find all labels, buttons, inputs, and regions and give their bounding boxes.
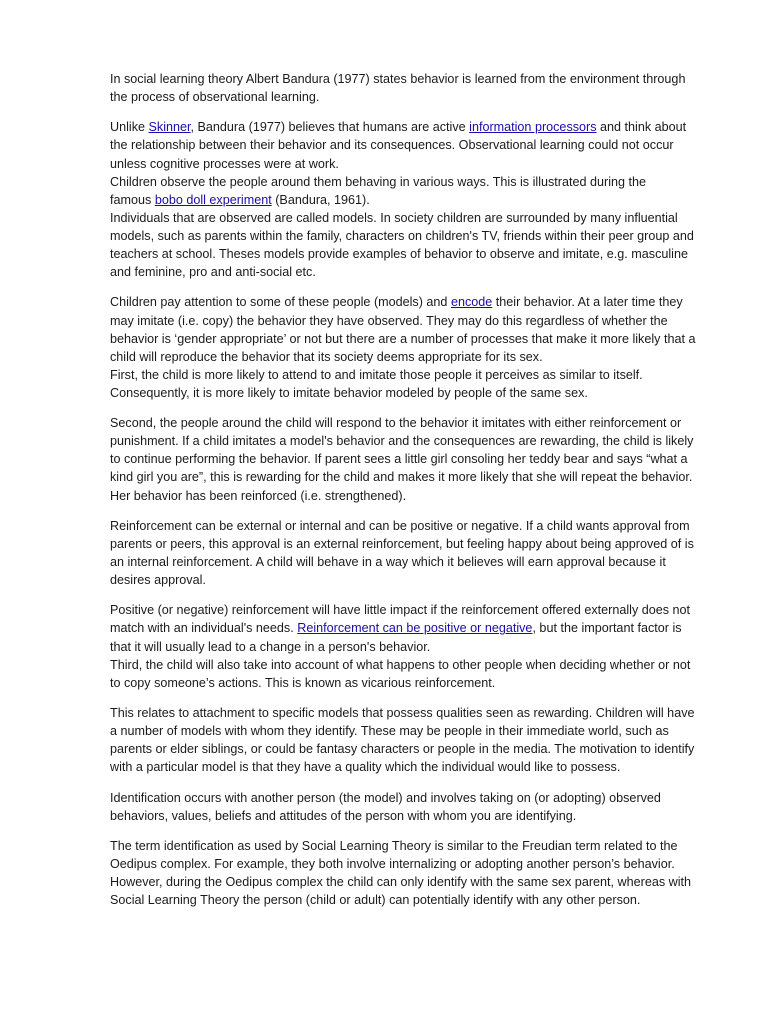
text-line [110, 245, 715, 263]
text-run: the process of observational learning. [110, 90, 320, 105]
text-line [110, 891, 715, 909]
text-run: In social learning theory Albert Bandura (1977) states behavior is learned from the environment through [110, 72, 686, 86]
text-line [110, 88, 715, 106]
text-run: parents or elder siblings, or could be fantasy characters or people in the media. The motivation to identify [110, 742, 695, 757]
text-line [110, 722, 715, 740]
text-line [110, 414, 715, 432]
text-line [110, 855, 715, 873]
paragraph [110, 837, 715, 909]
paragraph [110, 517, 715, 589]
paragraph [110, 789, 715, 825]
text-run: and feminine, pro and anti-social etc. [110, 265, 316, 280]
text-run: , but the important factor is [532, 621, 682, 636]
text-line [110, 136, 715, 154]
text-line [110, 227, 715, 245]
text-run: unless cognitive processes were at work. [110, 156, 339, 171]
text-run: Oedipus complex. For example, they both involve internalizing or adopting another person’s behavior. [110, 857, 675, 872]
paragraph [110, 414, 715, 504]
text-line [110, 293, 715, 311]
text-line [110, 517, 715, 535]
text-line [110, 366, 715, 384]
text-run: The term identification as used by Social Learning Theory is similar to the Freudian term related to the [110, 838, 678, 853]
text-line [110, 553, 715, 571]
text-run: First, the child is more likely to attend to and imitate those people it perceives as similar to itself. [110, 367, 643, 382]
inline-link[interactable]: bobo doll experiment [154, 192, 272, 207]
text-run: Identification occurs with another person (the model) and involves taking on (or adopting) observed [110, 790, 661, 805]
text-line [110, 873, 715, 891]
text-run: and think about [596, 120, 687, 135]
text-line [110, 330, 715, 348]
text-run: to copy someone’s actions. This is known as vicarious reinforcement. [110, 675, 496, 690]
text-run: models, such as parents within the family, characters on children's TV, friends within their peer group and [110, 228, 694, 243]
text-line [110, 209, 715, 227]
text-line [110, 173, 715, 191]
text-run: may imitate (i.e. copy) the behavior they have observed. They may do this regardless of whether the [110, 313, 668, 328]
text-run: Consequently, it is more likely to imitate behavior modeled by people of the same sex. [110, 385, 588, 400]
text-line [110, 758, 715, 776]
inline-link[interactable]: Skinner [148, 120, 191, 135]
paragraph [110, 293, 715, 402]
text-run: with a particular model is that they have a quality which the individual would like to possess. [110, 760, 621, 775]
text-run: an internal reinforcement. A child will behave in a way which it believes will earn approval because it [110, 555, 666, 569]
text-line [110, 263, 715, 281]
text-run: desires approval. [110, 573, 206, 588]
text-line [110, 468, 715, 486]
text-run: that it will usually lead to a change in a person's behavior. [110, 639, 431, 654]
text-line [110, 348, 715, 366]
text-run: famous [110, 192, 155, 207]
text-run: Second, the people around the child will respond to the behavior it imitates with either reinforcement or [110, 416, 682, 431]
text-line [110, 740, 715, 758]
text-line [110, 432, 715, 450]
text-run: behaviors, values, beliefs and attitudes of the person with whom you are identifying. [110, 808, 577, 823]
text-line [110, 384, 715, 402]
text-run: the relationship between their behavior and its consequences. Observational learning could not occur [110, 138, 674, 153]
text-run: to continue performing the behavior. If parent sees a little girl consoling her teddy bear and says “what a [110, 452, 688, 467]
paragraph [110, 70, 715, 106]
text-run: child will reproduce the behavior that its society deems appropriate for its sex. [110, 349, 543, 364]
text-run: (Bandura, 1961). [271, 192, 370, 207]
paragraph [110, 118, 715, 281]
text-run: match with an individual's needs. [110, 621, 298, 636]
text-run: punishment. If a child imitates a model's behavior and the consequences are rewarding, the child is likely [110, 434, 694, 449]
inline-link[interactable]: Reinforcement can be positive or negative [297, 621, 533, 636]
text-line [110, 601, 715, 619]
text-line [110, 487, 715, 505]
text-line [110, 656, 715, 674]
text-line [110, 571, 715, 589]
text-line [110, 535, 715, 553]
document-body [110, 70, 715, 922]
text-run: Third, the child will also take into account of what happens to other people when deciding whether or not [110, 657, 691, 672]
text-run: behavior is ‘gender appropriate’ or not but there are a number of processes that make it more likely that a [110, 331, 696, 346]
text-line [110, 674, 715, 692]
text-line [110, 807, 715, 825]
text-run: Children pay attention to some of these people (models) and [110, 295, 451, 310]
text-run: parents or peers, this approval is an external reinforcement, but feeling happy about being approved of is [110, 536, 694, 551]
text-run: Reinforcement can be external or internal and can be positive or negative. If a child wants approval from [110, 518, 690, 533]
text-line [110, 155, 715, 173]
text-run: This relates to attachment to specific models that possess qualities seen as rewarding. Children will have [110, 706, 695, 721]
text-line [110, 191, 715, 209]
paragraph [110, 601, 715, 691]
inline-link[interactable]: information processors [469, 120, 597, 135]
text-run: Children observe the people around them behaving in various ways. This is illustrated during the [110, 174, 647, 189]
text-line [110, 837, 715, 855]
text-run: Social Learning Theory the person (child or adult) can potentially identify with any other person. [110, 893, 641, 908]
text-run: , Bandura (1977) believes that humans are active [190, 120, 470, 135]
text-run: Individuals that are observed are called models. In society children are surrounded by many influential [110, 210, 678, 225]
text-line [110, 70, 715, 88]
text-line [110, 704, 715, 722]
text-line [110, 638, 715, 656]
text-line [110, 789, 715, 807]
text-run: their behavior. At a later time they [492, 295, 683, 310]
text-line [110, 450, 715, 468]
text-line [110, 312, 715, 330]
text-run: Unlike [110, 120, 149, 135]
text-run: Her behavior has been reinforced (i.e. strengthened). [110, 488, 407, 503]
inline-link[interactable]: encode [450, 295, 493, 310]
text-run: Positive (or negative) reinforcement will have little impact if the reinforcement offered externally does not [110, 603, 691, 618]
paragraph [110, 704, 715, 776]
text-run: kind girl you are”, this is rewarding for the child and makes it more likely that she will repeat the behavior. [110, 470, 693, 485]
text-run: a number of models with whom they identify. These may be people in their immediate world, such as [110, 724, 669, 739]
text-run: However, during the Oedipus complex the child can only identify with the same sex parent, whereas with [110, 875, 692, 890]
text-run: teachers at school. Theses models provide examples of behavior to observe and imitate, e.g. masculine [110, 247, 688, 262]
text-line [110, 619, 715, 637]
text-line [110, 118, 715, 136]
